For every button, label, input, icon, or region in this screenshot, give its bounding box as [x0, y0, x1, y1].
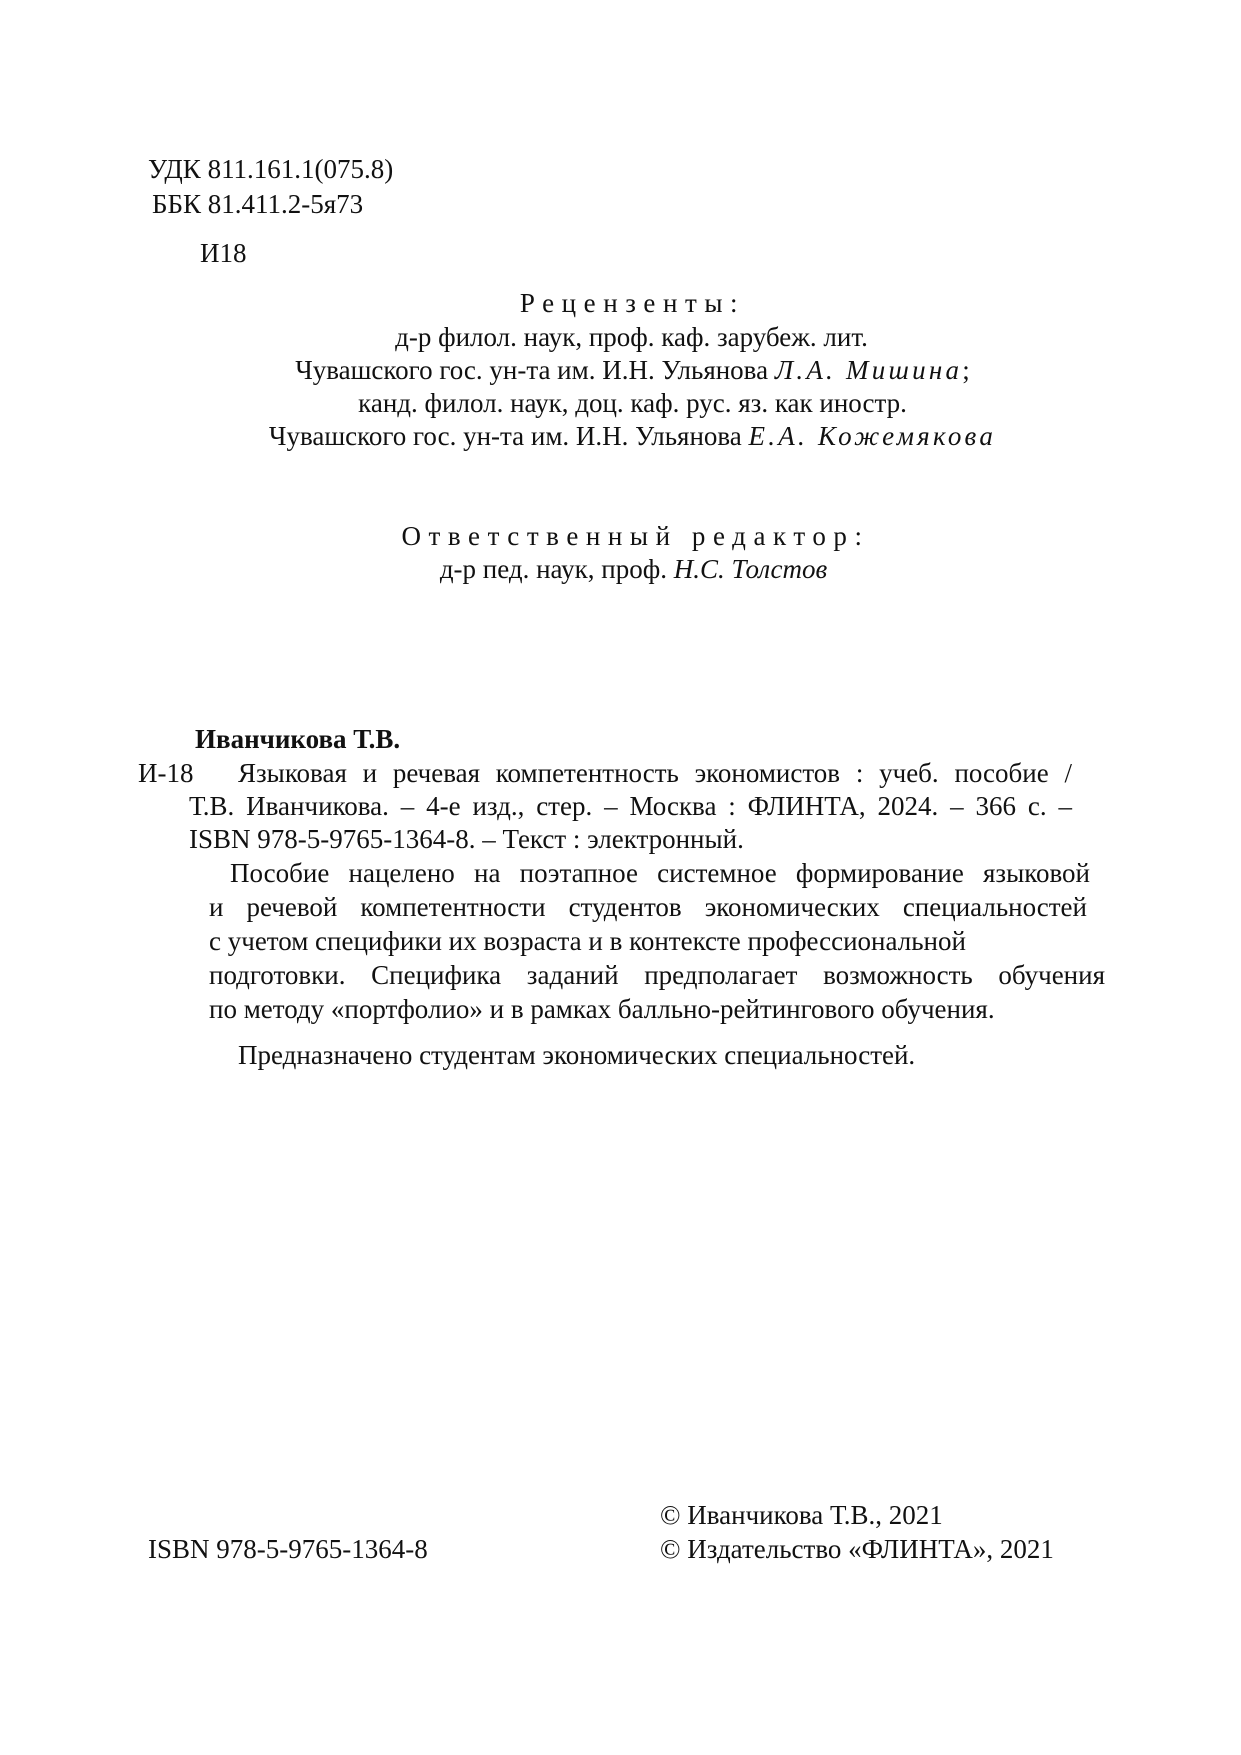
bbk-code: ББК 81.411.2-5я73 — [152, 189, 364, 219]
reviewer-1-name: Л.А. Мишина — [774, 355, 963, 385]
reviewer-2-affiliation-text: Чувашского гос. ун-та им. И.Н. Ульянова — [268, 421, 742, 451]
reviewer-1-separator: ; — [962, 355, 970, 385]
author-mark: И18 — [200, 238, 247, 268]
copyright-publisher: © Издательство «ФЛИНТА», 2021 — [660, 1534, 1054, 1564]
reviewer-2-name: Е.А. Кожемякова — [748, 421, 997, 451]
annotation-line-3: с учетом специфики их возраста и в контексте профессиональной — [209, 926, 966, 956]
reviewers-heading: Рецензенты: — [519, 288, 746, 318]
record-author: Иванчикова Т.В. — [195, 724, 401, 754]
udk-code: УДК 811.161.1(075.8) — [148, 154, 394, 184]
record-isbn-line: ISBN 978-5-9765-1364-8. – Текст : электронный. — [189, 824, 744, 854]
editor-line — [0, 553, 1241, 586]
copyright-author: © Иванчикова Т.В., 2021 — [660, 1500, 943, 1530]
annotation-line-2: и речевой компетентности студентов экономических специальностей — [209, 892, 1087, 922]
record-edition-line: Т.В. Иванчикова. – 4-е изд., стер. – Москва : ФЛИНТА, 2024. – 366 с. – — [189, 791, 1072, 821]
reviewer-2-affiliation — [0, 420, 1241, 453]
reviewer-2-position: канд. филол. наук, доц. каф. рус. яз. как иностр. — [358, 388, 907, 418]
annotation-line-4: подготовки. Специфика заданий предполагает возможность обучения — [209, 960, 1105, 990]
editor-name: Н.С. Толстов — [673, 554, 828, 584]
annotation-line-5: по методу «портфолио» и в рамках балльно-рейтингового обучения. — [209, 994, 995, 1024]
annotation-audience: Предназначено студентам экономических специальностей. — [238, 1040, 916, 1070]
reviewer-1-affiliation-text: Чувашского гос. ун-та им. И.Н. Ульянова — [295, 355, 769, 385]
footer-isbn: ISBN 978-5-9765-1364-8 — [148, 1534, 428, 1564]
reviewer-1-affiliation — [0, 354, 1241, 387]
annotation-line-1: Пособие нацелено на поэтапное системное формирование языковой — [230, 858, 1090, 888]
record-code: И-18 — [138, 758, 194, 788]
editor-heading: Ответственный редактор: — [401, 521, 870, 551]
editor-position: д-р пед. наук, проф. — [439, 554, 667, 584]
reviewer-1-position: д-р филол. наук, проф. каф. зарубеж. лит. — [395, 322, 868, 352]
record-title-line: Языковая и речевая компетентность экономистов : учеб. пособие / — [238, 758, 1072, 788]
